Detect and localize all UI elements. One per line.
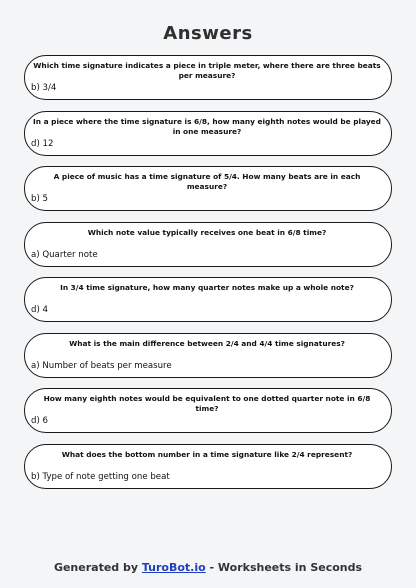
answer-card (24, 55, 392, 100)
answer-card (24, 277, 392, 322)
question-text: In 3/4 time signature, how many quarter notes make up a whole note? (60, 283, 354, 292)
footer (0, 561, 416, 574)
answer-card (24, 333, 392, 378)
answer-text: d) 6 (31, 416, 49, 426)
page-title: Answers (163, 23, 253, 44)
answer-list (24, 55, 392, 499)
answer-text: a) Number of beats per measure (31, 360, 172, 371)
footer-prefix: Generated by (53, 561, 142, 574)
answer-card (24, 388, 392, 433)
answer-text: b) Type of note getting one beat (31, 471, 170, 482)
question-text: Which note value typically receives one beat in 6/8 time? (87, 227, 327, 237)
question-text: Which time signature indicates a piece in triple meter, where there are three beats per measure? (33, 61, 381, 80)
answer-card (24, 222, 392, 267)
answer-text: d) 12 (31, 138, 54, 149)
answer-card (24, 444, 392, 489)
question-text: What does the bottom number in a time signature like 2/4 represent? (61, 449, 353, 459)
answer-text: b) 3/4 (31, 83, 57, 93)
answer-card (24, 111, 392, 156)
footer-suffix: - Worksheets in Seconds (205, 561, 363, 574)
question-text: In a piece where the time signature is 6/8, how many eighth notes would be played in one measure? (33, 116, 381, 136)
answer-card (24, 166, 392, 211)
answer-text: b) 5 (31, 194, 49, 204)
answer-text: a) Quarter note (31, 249, 98, 260)
question-text: What is the main difference between 2/4 and 4/4 time signatures? (69, 338, 345, 348)
question-text: How many eighth notes would be equivalent to one dotted quarter note in 6/8 time? (43, 394, 371, 413)
answer-text: d) 4 (31, 305, 49, 315)
question-text: A piece of music has a time signature of 5/4. How many beats are in each measure? (53, 172, 361, 191)
turobot-link[interactable]: TuroBot.io (141, 561, 206, 574)
